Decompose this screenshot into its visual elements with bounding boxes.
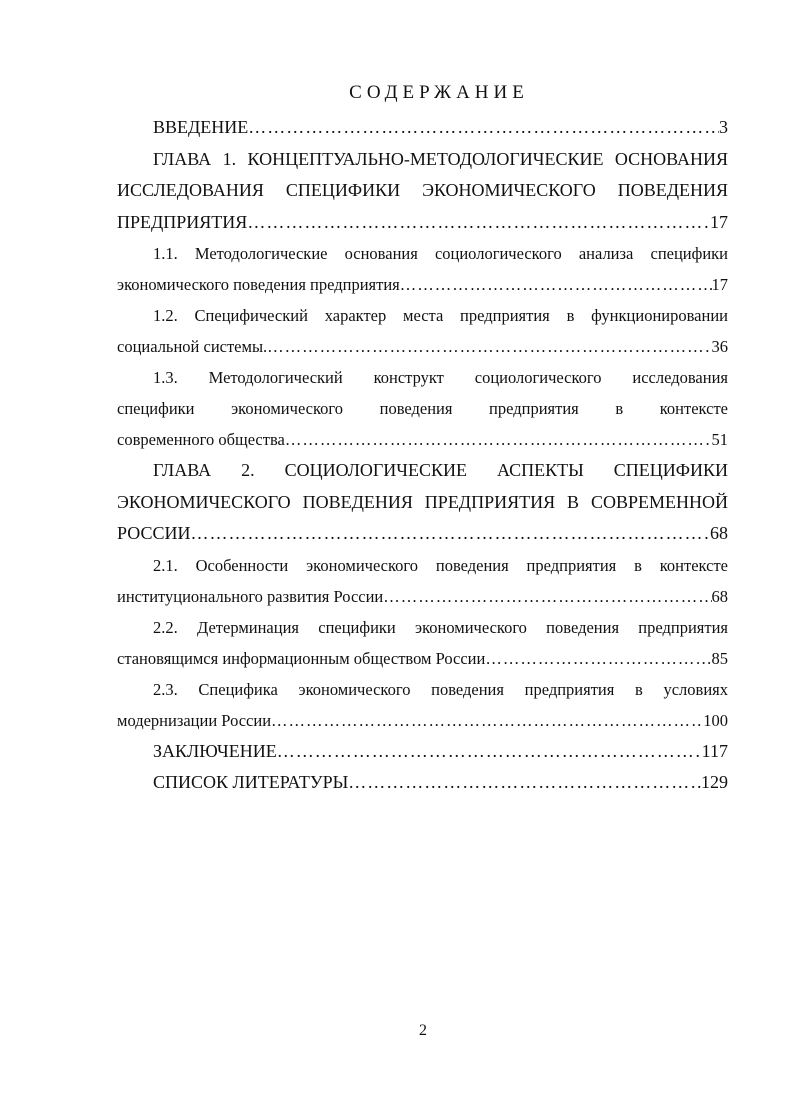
toc-entry-line: 1.2. Специфический характер места предприятия в функционировании (153, 306, 728, 325)
toc-entry-text: модернизации России (117, 710, 272, 730)
toc-entry-text: современного общества (117, 430, 285, 449)
toc-entry-line: ГЛАВА 2. СОЦИОЛОГИЧЕСКИЕ АСПЕКТЫ СПЕЦИФИКИ (153, 460, 728, 480)
toc-page-number: 85 (711, 648, 728, 668)
toc-entry-line: 2.2. Детерминация специфики экономического поведения предприятия (153, 617, 728, 637)
toc-entry-line: 2.1. Особенности экономического поведения предприятия в контексте (153, 555, 728, 575)
toc-entry-text: институционального развития России (117, 586, 384, 606)
page-number: 2 (419, 1022, 427, 1039)
toc-page-number: 68 (710, 523, 728, 543)
toc-page-number: 17 (710, 211, 728, 232)
toc-entry-last-line (117, 518, 728, 550)
dot-leader (348, 767, 701, 799)
dot-leader (383, 581, 711, 612)
dot-leader (485, 643, 711, 674)
toc-entry-last-line (117, 581, 728, 612)
toc-entry-text: РОССИИ (117, 523, 191, 543)
toc-page-number: 17 (711, 275, 728, 294)
toc-entry-conclusion[interactable] (117, 736, 728, 768)
toc-entry-last-line (117, 643, 728, 674)
toc-page-number: 129 (701, 772, 728, 792)
toc-page-number: 100 (703, 710, 728, 730)
dot-leader (271, 705, 703, 736)
toc-entry-text: экономического поведения предприятия (117, 275, 400, 294)
toc-page-number: 36 (711, 337, 728, 356)
toc-entry-section-1-2[interactable] (117, 300, 728, 362)
dot-leader (267, 331, 711, 362)
dot-leader (285, 424, 712, 455)
toc-entry-last-line (117, 207, 728, 239)
toc-page-number: 3 (719, 117, 728, 137)
toc-entry-line: ГЛАВА 1. КОНЦЕПТУАЛЬНО-МЕТОДОЛОГИЧЕСКИЕ ОСНОВАНИЯ (153, 148, 728, 169)
toc-entry-line: 2.3. Специфика экономического поведения предприятия в условиях (153, 679, 728, 699)
toc-page-number: 51 (711, 430, 728, 449)
toc-entry-line: ЭКОНОМИЧЕСКОГО ПОВЕДЕНИЯ ПРЕДПРИЯТИЯ В СОВРЕМЕННОЙ (117, 491, 728, 512)
dot-leader (247, 207, 710, 239)
toc-entry-text: ЗАКЛЮЧЕНИЕ (153, 740, 277, 761)
toc-entry-section-1-1[interactable] (117, 238, 728, 300)
toc-entry-chapter-1[interactable] (117, 144, 728, 239)
toc-entry-last-line (117, 269, 728, 300)
dot-leader (190, 518, 710, 550)
toc-entry-text: ПРЕДПРИЯТИЯ (117, 211, 248, 232)
toc-entry-text: становящимся информационным обществом России (117, 648, 486, 668)
toc-entry-line: ИССЛЕДОВАНИЯ СПЕЦИФИКИ ЭКОНОМИЧЕСКОГО ПОВЕДЕНИЯ (117, 180, 728, 200)
toc-entry-section-2-3[interactable] (117, 674, 728, 736)
dot-leader (400, 269, 712, 300)
toc-entry-section-1-3[interactable] (117, 362, 728, 455)
toc-entry-line: специфики экономического поведения предприятия в контексте (117, 399, 728, 418)
toc-title: СОДЕРЖАНИЕ (349, 82, 529, 103)
toc-entry-text: социальной системы. (117, 337, 268, 356)
toc-entry-line: 1.1. Методологические основания социологического анализа специфики (153, 244, 728, 263)
toc-entry-line: 1.3. Методологический конструкт социологического исследования (153, 368, 728, 387)
toc-entry-references[interactable] (117, 767, 728, 799)
toc-entry-last-line (117, 331, 728, 362)
toc-entry-intro[interactable] (117, 112, 728, 144)
toc-page-number: 117 (701, 740, 728, 761)
dot-leader (277, 736, 702, 768)
toc-page-number: 68 (711, 586, 728, 606)
table-of-contents (117, 112, 728, 799)
toc-entry-chapter-2[interactable] (117, 455, 728, 550)
toc-entry-section-2-2[interactable] (117, 612, 728, 674)
toc-entry-last-line (117, 424, 728, 455)
dot-leader (248, 112, 719, 144)
toc-entry-last-line (117, 705, 728, 736)
toc-entry-section-2-1[interactable] (117, 550, 728, 612)
toc-entry-text: СПИСОК ЛИТЕРАТУРЫ (153, 772, 349, 792)
toc-entry-text: ВВЕДЕНИЕ (153, 117, 249, 137)
